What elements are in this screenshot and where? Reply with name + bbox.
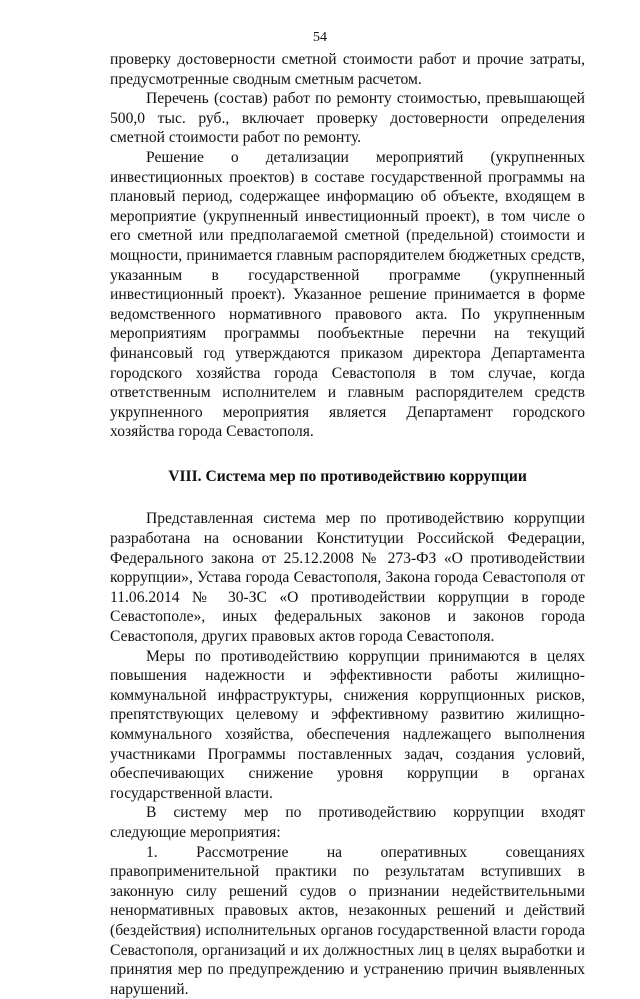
paragraph-anticorruption-basis: Представленная система мер по противодействию коррупции разработана на основании Конституции Российской Федерации, Федерального закона от 25.12.2008 № 273-ФЗ «О противодействии коррупции», Устава города Севастополя, Закона города Севастополя от 11.06.2014 № 30-ЗС «О противодействии коррупции в городе Севастополе», иных федеральных законов и законов города Севастополя, других правовых актов города Севастополя. — [110, 510, 585, 646]
list-item-1: 1. Рассмотрение на оперативных совещаниях правоприменительной практики по результатам вступивших в законную силу решений судов о признании недействительными ненормативных правовых актов, незаконных решений и действий (бездействия) исполнительных органов государственной власти города Севастополя, организаций и их должностных лиц в целях выработки и принятия мер по предупреждению и устранению причин выявленных нарушений. — [110, 843, 585, 998]
section-heading: VIII. Система мер по противодействию коррупции — [168, 467, 527, 485]
page-number: 54 — [313, 30, 327, 45]
document-body — [110, 50, 585, 999]
paragraph-anticorruption-measures: Меры по противодействию коррупции принимаются в целях повышения надежности и эффективности работы жилищно-коммунальной инфраструктуры, снижения коррупционных рисков, препятствующих целевому и эффективному развитию жилищно-коммунального хозяйства, обеспечения надлежащего выполнения участниками Программы поставленных задач, создания условий, обеспечивающих снижение уровня коррупции в органах государственной власти. — [110, 647, 585, 802]
paragraph-measures-intro: В систему мер по противодействию коррупции входят следующие мероприятия: — [110, 804, 585, 841]
paragraph-works-list: Перечень (состав) работ по ремонту стоимостью, превышающей 500,0 тыс. руб., включает проверку достоверности определения сметной стоимости работ по ремонту. — [110, 90, 585, 147]
paragraph-continuation: проверку достоверности сметной стоимости работ и прочие затраты, предусмотренные сводным сметным расчетом. — [110, 51, 585, 88]
paragraph-detailing-decision: Решение о детализации мероприятий (укрупненных инвестиционных проектов) в составе государственной программы на плановый период, содержащее информацию об объекте, входящем в мероприятие (укрупненный инвестиционный проект), в том числе о его сметной или предполагаемой сметной (предельной) стоимости и мощности, принимается главным распорядителем бюджетных средств, указанным в государственной программе (укрупненный инвестиционный проект). Указанное решение принимается в форме ведомственного нормативного правового акта. По укрупненным мероприятиям программы пообъектные перечни на текущий финансовый год утверждаются приказом директора Департамента городского хозяйства города Севастополя в том случае, когда ответственным исполнителем и главным распорядителем средств укрупненного мероприятия является Департамент городского хозяйства города Севастополя. — [110, 148, 585, 441]
